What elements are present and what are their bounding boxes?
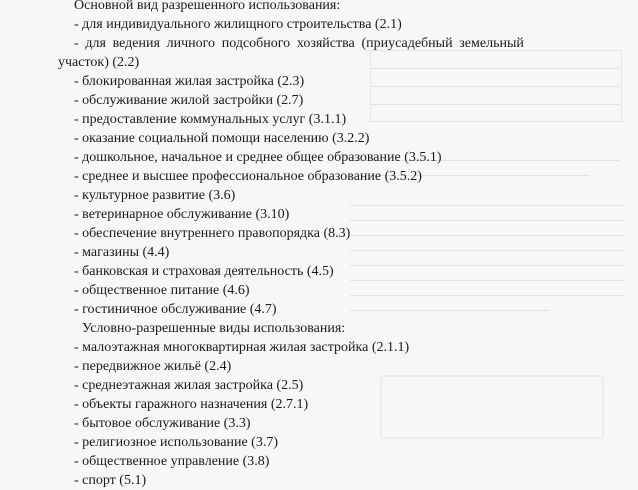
list-item: - общественное управление (3.8) bbox=[74, 454, 270, 469]
list-item: - передвижное жильё (2.4) bbox=[74, 359, 232, 374]
list-item-continuation: участок) (2.2) bbox=[58, 55, 140, 70]
list-item: - религиозное использование (3.7) bbox=[74, 435, 278, 450]
list-item: - дошкольное, начальное и среднее общее образование (3.5.1) bbox=[74, 150, 442, 165]
list-item: - среднеэтажная жилая застройка (2.5) bbox=[74, 378, 304, 393]
list-item: - гостиничное обслуживание (4.7) bbox=[74, 302, 277, 317]
list-item: - среднее и высшее профессиональное образование (3.5.2) bbox=[74, 169, 422, 184]
bleed-through-background bbox=[330, 40, 630, 370]
list-item: - банковская и страховая деятельность (4.5) bbox=[74, 264, 334, 279]
list-item: - предоставление коммунальных услуг (3.1.1) bbox=[74, 112, 347, 127]
list-item: - общественное питание (4.6) bbox=[74, 283, 250, 298]
list-item: - обслуживание жилой застройки (2.7) bbox=[74, 93, 304, 108]
list-item: - для индивидуального жилищного строительства (2.1) bbox=[74, 17, 402, 32]
list-item: - магазины (4.4) bbox=[74, 245, 170, 260]
main-use-heading: Основной вид разрешенного использования: bbox=[74, 0, 341, 13]
list-item: - обеспечение внутреннего правопорядка (8.3) bbox=[74, 226, 351, 241]
list-item: - бытовое обслуживание (3.3) bbox=[74, 416, 251, 431]
conditional-use-heading: Условно-разрешенные виды использования: bbox=[82, 321, 346, 336]
list-item: - блокированная жилая застройка (2.3) bbox=[74, 74, 305, 89]
list-item: - оказание социальной помощи населению (3.2.2) bbox=[74, 131, 370, 146]
list-item: - культурное развитие (3.6) bbox=[74, 188, 236, 203]
list-item: - малоэтажная многоквартирная жилая застройка (2.1.1) bbox=[74, 340, 410, 355]
list-item: - объекты гаражного назначения (2.7.1) bbox=[74, 397, 309, 412]
list-item: - для ведения личного подсобного хозяйства (приусадебный земельный bbox=[74, 36, 524, 51]
list-item: - спорт (5.1) bbox=[74, 473, 147, 488]
list-item: - ветеринарное обслуживание (3.10) bbox=[74, 207, 290, 222]
